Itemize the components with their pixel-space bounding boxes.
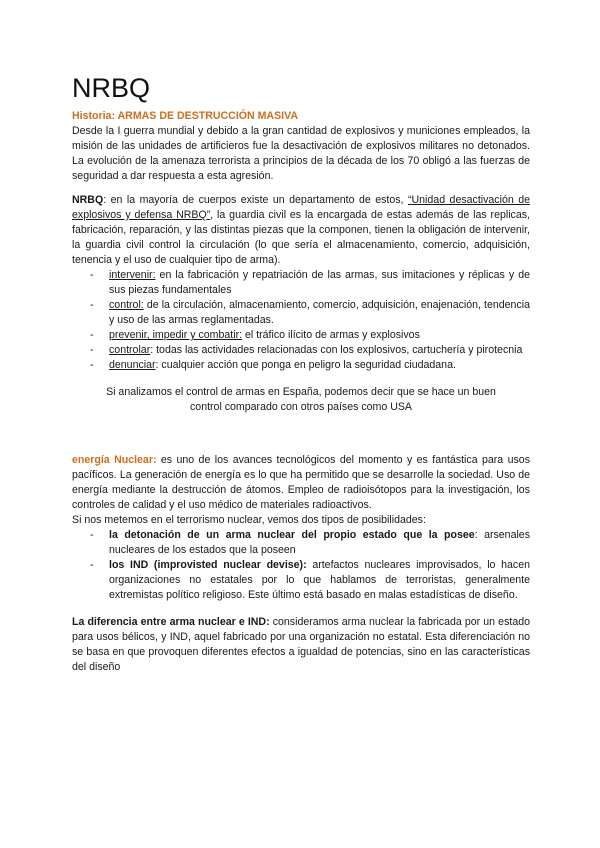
diferencia-section [72,615,530,675]
energia-text: es uno de los avances tecnológicos del momento y es fantástica para usos pacíficos. La generación de energía es lo que ha permitido que se desarrolle la sociedad. Uso de energía mediante la destrucción de átomos. Empleo de radioisótopos para la investigación, los controles de calidad y el uso médico de materiales radioactivos. [72,454,530,511]
list-item [72,298,530,328]
list-item-desc: el tráfico ilícito de armas y explosivos [242,329,420,341]
energia-possibilities-list [72,528,530,603]
centered-note-line-2: control comparado con otros países como USA [190,401,412,413]
centered-note-line-1: Si analizamos el control de armas en España, podemos decir que se hace un buen [106,386,496,398]
list-item-desc: : cualquier acción que ponga en peligro la seguridad ciudadana. [155,359,456,371]
list-item-term: denunciar [109,359,156,371]
diferencia-paragraph [72,615,530,675]
list-item-desc: en la fabricación y repatriación de las armas, sus imitaciones y réplicas y de sus piezas fundamentales [109,269,530,296]
nrbq-unit-name: “Unidad desactivación de explosivos y defensa NRBQ” [72,194,530,221]
diferencia-text: consideramos arma nuclear la fabricada por un estado para usos bélicos, y IND, aquel fabricado por una organización no estatal. Esta diferenciación no se basa en que provoquen diferentes efectos a igualdad de potencias, sino en las características del diseño [72,616,530,673]
nrbq-paragraph [72,193,530,268]
historia-paragraph: Desde la I guerra mundial y debido a la gran cantidad de explosivos y municiones empleados, la misión de las unidades de artificieros fue la desactivación de explosivos militares no detonados. La evolución de la amenaza terrorista a principios de la década de los 70 obligó a las fuerzas de seguridad a dar respuesta a esta agresión. [72,125,530,182]
diferencia-label: La diferencia entre arma nuclear e IND: [72,616,270,628]
nrbq-text-1: : en la mayoría de cuerpos existe un departamento de estos, [103,194,408,206]
list-item-term: controlar [109,344,151,356]
list-item [72,358,530,373]
document-content [72,72,530,675]
nrbq-duties-list [72,268,530,373]
list-item-desc: artefactos nucleares improvisados, lo hacen organizaciones no estatales por lo que hablamos de terroristas, generalmente extremistas político religioso. Este último está basado en malas estadísticas de diseño. [109,559,530,601]
nrbq-label: NRBQ [72,194,104,206]
list-item [72,528,530,558]
energia-label: energía Nuclear: [72,454,157,466]
list-item [72,343,530,358]
list-item-term: control: [109,299,144,311]
energia-paragraph [72,453,530,513]
historia-heading [72,109,530,124]
list-item-desc: de la circulación, almacenamiento, comercio, adquisición, enajenación, tendencia y uso de las armas reglamentadas. [109,299,530,326]
list-item-desc: : arsenales nucleares de los estados que la poseen [109,529,530,556]
list-item-term: intervenir: [109,269,156,281]
list-item-term: prevenir, impedir y combatir: [109,329,243,341]
nrbq-section [72,193,530,415]
list-item-term: los IND (improvisted nuclear devise): [109,559,307,571]
list-item-term: la detonación de un arma nuclear del propio estado que la posee [109,529,475,541]
list-item-desc: : todas las actividades relacionadas con los explosivos, cartuchería y pirotecnia [150,344,523,356]
page-title: NRBQ [72,73,151,103]
list-item [72,268,530,298]
energia-intro: Si nos metemos en el terrorismo nuclear, vemos dos tipos de posibilidades: [72,514,426,526]
historia-section [72,109,530,184]
energia-section [72,453,530,603]
historia-label: Historia: [72,110,115,122]
list-item [72,558,530,603]
list-item [72,328,530,343]
historia-heading-text: ARMAS DE DESTRUCCIÓN MASIVA [114,110,299,122]
nrbq-text-2: , la guardia civil es la encargada de estas además de las replicas, fabricación, reparación, y las distintas piezas que la componen, tienen la obligación de intervenir, la guardia civil control la circulación (lo que sería el almacenamiento, comercio, adquisición, tenencia y el uso de cualquier tipo de arma). [72,209,530,266]
